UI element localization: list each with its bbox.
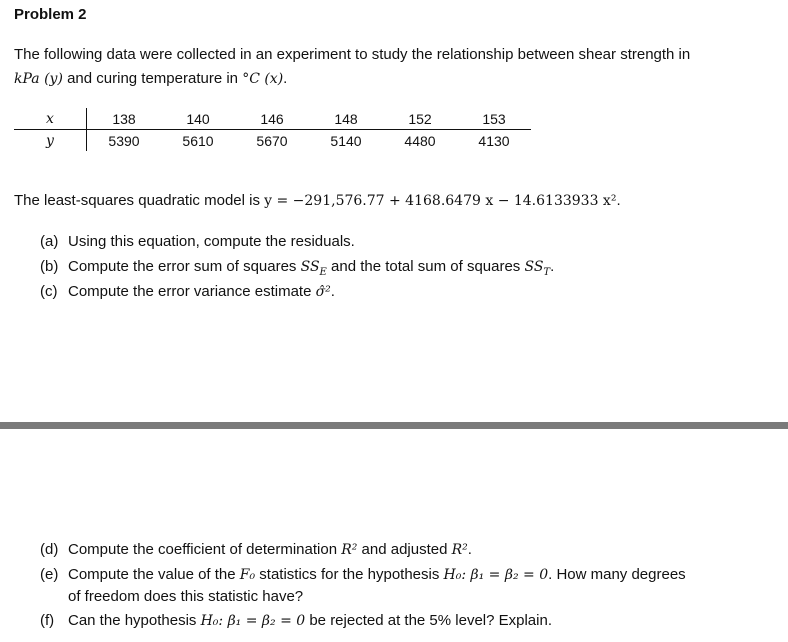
question-a (40, 233, 355, 250)
problem-title: Problem 2 (14, 6, 87, 23)
x-cell: 138 (87, 108, 162, 130)
f0-symbol: F₀ (239, 567, 256, 583)
question-d (40, 541, 472, 558)
x-cell: 152 (383, 108, 457, 130)
y-label: y (14, 130, 87, 152)
question-text: . How many degrees (548, 566, 686, 583)
question-text: Compute the error variance estimate (68, 283, 316, 300)
question-text: and the total sum of squares (326, 258, 525, 275)
sse-symbol: $SS_E$ (300, 259, 327, 278)
question-b (40, 258, 554, 278)
question-text: Compute the error sum of squares (68, 258, 301, 275)
r2-symbol: R² (341, 542, 358, 558)
sst-symbol: $SS_T$ (524, 259, 551, 278)
question-label: (b) (40, 258, 59, 275)
question-text: Compute the value of the (68, 566, 240, 583)
y-cell: 5610 (182, 132, 214, 149)
y-cell: 5670 (256, 132, 288, 149)
unit-x: °C (x) (242, 71, 284, 87)
question-e (40, 566, 686, 583)
model-equation: y = −291,576.77 + 4168.6479 x − 14.6133933 x² (264, 193, 617, 209)
model-prefix: The least-squares quadratic model is (14, 192, 265, 209)
question-c (40, 283, 335, 300)
table-row-x (14, 108, 531, 130)
table-row-y (14, 130, 531, 152)
question-label: (c) (40, 283, 58, 300)
x-cell: 148 (309, 108, 383, 130)
question-label: (a) (40, 233, 59, 250)
x-cell: 140 (161, 108, 235, 130)
question-text: be rejected at the 5% level? Explain. (305, 612, 552, 629)
y-cell: 4130 (478, 132, 510, 149)
model-statement (14, 192, 621, 209)
unit-y: kPa (y) (14, 71, 63, 87)
question-text: . (467, 541, 472, 558)
question-label: (f) (40, 612, 55, 629)
question-label: (d) (40, 541, 59, 558)
intro-line-2 (14, 70, 287, 87)
question-text: . (330, 283, 335, 300)
intro-line-1: The following data were collected in an experiment to study the relationship between shear strength in (14, 46, 691, 63)
model-suffix: . (616, 192, 621, 209)
question-text: statistics for the hypothesis (255, 566, 444, 583)
question-text: . (550, 258, 555, 275)
data-table (14, 108, 531, 151)
r2-adj-symbol: R² (451, 542, 468, 558)
sigma-hat-symbol: σ̂² (315, 284, 331, 300)
intro-mid: and curing temperature in (62, 70, 243, 87)
question-text: Compute the coefficient of determination (68, 541, 342, 558)
y-cell: 5140 (330, 132, 362, 149)
question-label: (e) (40, 566, 59, 583)
question-e-line-2: of freedom does this statistic have? (68, 588, 304, 605)
question-f (40, 612, 552, 629)
intro-period: . (283, 70, 288, 87)
question-text: Can the hypothesis (68, 612, 201, 629)
y-cell: 4480 (404, 132, 436, 149)
question-text: and adjusted (357, 541, 452, 558)
y-cell: 5390 (108, 132, 140, 149)
x-cell: 153 (457, 108, 531, 130)
divider-bar (0, 422, 788, 429)
x-label: x (14, 108, 87, 130)
x-cell: 146 (235, 108, 309, 130)
hypothesis: H₀: β₁ = β₂ = 0 (200, 613, 306, 629)
hypothesis: H₀: β₁ = β₂ = 0 (443, 567, 549, 583)
question-text: Using this equation, compute the residuals. (68, 233, 355, 250)
